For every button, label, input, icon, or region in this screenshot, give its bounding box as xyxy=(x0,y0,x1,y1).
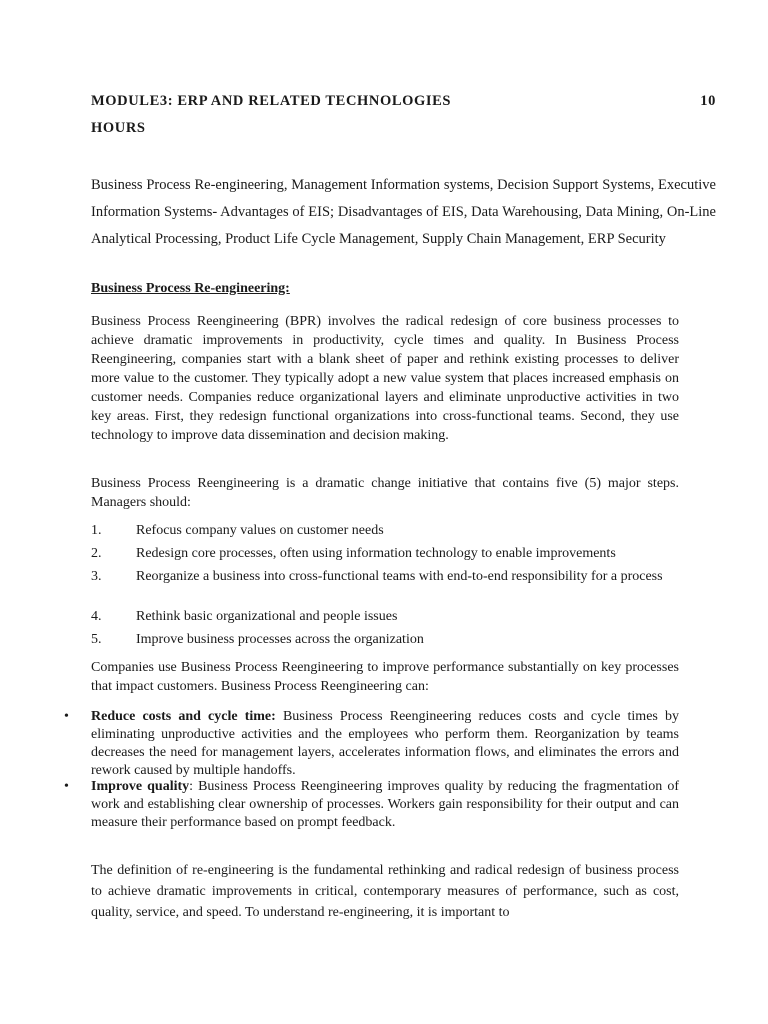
list-item-text: Reorganize a business into cross-functional teams with end-to-end responsibility for a process xyxy=(136,569,663,584)
list-item-number: 2. xyxy=(91,546,102,561)
topics-list: Business Process Re-engineering, Management Information systems, Decision Support Systems, Executive Information Systems- Advantages of EIS; Disadvantages of EIS, Data Warehousing, Data Mining, On-Line Analytical Processing, Product Life Cycle Management, Supply Chain Management, ERP Security xyxy=(91,177,716,247)
hours-label: HOURS xyxy=(91,120,146,136)
list-item-number: 5. xyxy=(91,632,102,647)
hours-number: 10 xyxy=(700,93,716,109)
bpr-steps-intro-paragraph: Business Process Reengineering is a dramatic change initiative that contains five (5) major steps. Managers should: xyxy=(91,476,679,510)
bpr-intro-paragraph: Business Process Reengineering (BPR) involves the radical redesign of core business processes to achieve dramatic improvements in productivity, cycle times and quality. In Business Process Reengineering, companies start with a blank sheet of paper and rethink existing processes to deliver more value to the customer. They typically adopt a new value system that places increased emphasis on customer needs. Companies reduce organizational layers and eliminate unproductive activities in two key areas. First, they redesign functional organizations into cross-functional teams. Second, they use technology to improve data dissemination and decision making. xyxy=(91,314,679,443)
reengineering-definition-paragraph: The definition of re-engineering is the fundamental rethinking and radical redesign of business process to achieve dramatic improvements in critical, contemporary measures of performance, such as cost, quality, service, and speed. To understand re-engineering, it is important to xyxy=(91,863,679,920)
list-item-number: 4. xyxy=(91,609,102,624)
bullet-lead: Improve quality xyxy=(91,779,190,794)
bullet-lead: Reduce costs and cycle time: xyxy=(91,709,276,724)
section-heading: Business Process Re-engineering: xyxy=(91,281,290,296)
list-item-text: Improve business processes across the organization xyxy=(136,632,424,647)
list-item xyxy=(91,545,679,563)
module-title: MODULE3: ERP AND RELATED TECHNOLOGIES xyxy=(91,93,452,109)
list-item-number: 1. xyxy=(91,523,102,538)
document-page xyxy=(64,0,716,1024)
list-item xyxy=(91,631,679,649)
bpr-benefits-intro-paragraph: Companies use Business Process Reengineering to improve performance substantially on key processes that impact customers. Business Process Reengineering can: xyxy=(91,660,679,694)
list-item-text: Rethink basic organizational and people issues xyxy=(136,609,398,624)
bullet-text: Business Process Reengineering reduces costs and cycle times by eliminating unproductive activities and the employees who perform them. Reorganization by teams decreases the need for management layers, accelerates information flows, and eliminates the errors and rework caused by multiple handoffs. xyxy=(91,709,679,778)
bullet-icon: • xyxy=(64,779,69,794)
list-item xyxy=(64,778,679,832)
list-item xyxy=(91,568,679,586)
list-item-text: Redesign core processes, often using information technology to enable improvements xyxy=(136,546,616,561)
list-item xyxy=(64,708,679,780)
list-item xyxy=(91,608,679,626)
bullet-icon: • xyxy=(64,709,69,724)
list-item-number: 3. xyxy=(91,569,102,584)
list-item xyxy=(91,522,679,540)
list-item-text: Refocus company values on customer needs xyxy=(136,523,384,538)
bullet-text: : Business Process Reengineering improves quality by reducing the fragmentation of work and establishing clear ownership of processes. Workers gain responsibility for their output and can measure their performance based on prompt feedback. xyxy=(91,779,679,830)
